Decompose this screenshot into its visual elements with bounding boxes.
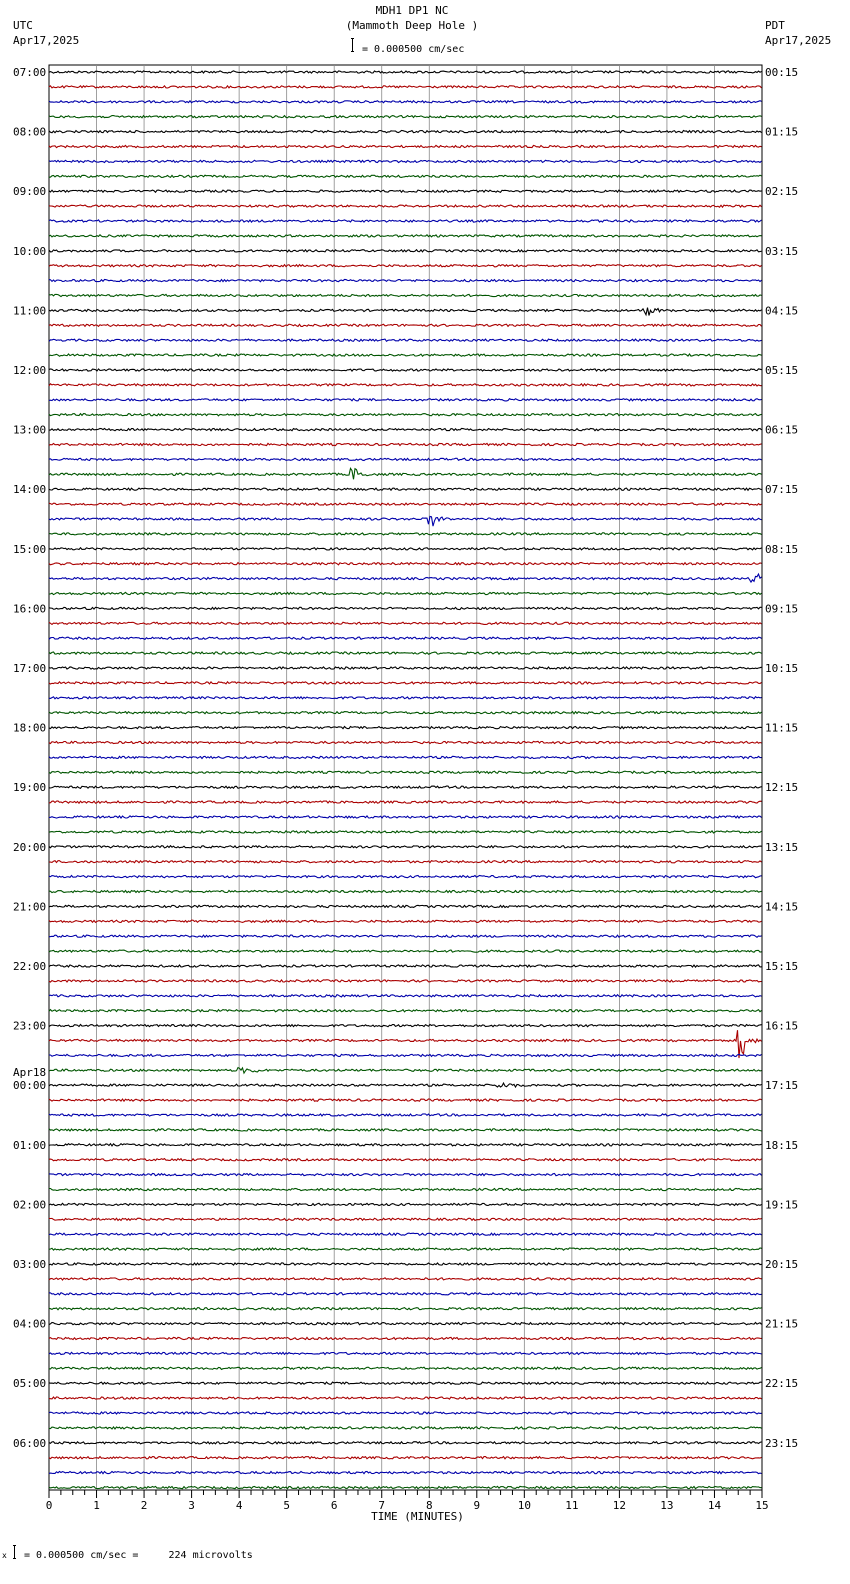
pdt-hour-label: 03:15 bbox=[765, 244, 799, 258]
seismic-trace bbox=[49, 354, 762, 356]
seismic-trace bbox=[49, 950, 762, 952]
seismic-trace bbox=[49, 756, 762, 758]
seismic-trace bbox=[49, 399, 762, 401]
x-tick-label: 11 bbox=[565, 1499, 579, 1512]
utc-hour-label: 08:00 bbox=[13, 125, 47, 139]
footer-marker: x bbox=[2, 1551, 7, 1560]
pdt-hour-label: 07:15 bbox=[765, 483, 799, 497]
seismic-trace bbox=[49, 1486, 762, 1488]
right-timezone: PDT bbox=[765, 19, 785, 32]
utc-hour-label: 02:00 bbox=[13, 1198, 47, 1212]
seismic-trace bbox=[49, 384, 762, 386]
seismic-trace bbox=[49, 607, 762, 609]
pdt-hour-label: 10:15 bbox=[765, 662, 799, 675]
seismic-trace bbox=[49, 622, 762, 624]
seismic-trace bbox=[49, 1144, 762, 1146]
utc-hour-label: 18:00 bbox=[13, 721, 47, 735]
utc-hour-label: 21:00 bbox=[13, 900, 47, 914]
x-tick-label: 5 bbox=[283, 1499, 290, 1512]
seismic-trace bbox=[49, 488, 762, 490]
pdt-hour-label: 00:15 bbox=[765, 66, 799, 79]
seismic-trace bbox=[49, 1293, 762, 1295]
seismic-trace bbox=[49, 250, 762, 252]
seismic-trace bbox=[49, 712, 762, 714]
seismic-trace bbox=[49, 980, 762, 982]
pdt-hour-label: 05:15 bbox=[765, 364, 799, 377]
pdt-hour-label: 22:15 bbox=[765, 1377, 799, 1391]
utc-hour-label: 06:00 bbox=[13, 1436, 47, 1450]
seismic-trace bbox=[49, 429, 762, 431]
x-tick-label: 12 bbox=[612, 1499, 627, 1512]
x-tick-label: 0 bbox=[45, 1499, 53, 1512]
seismic-trace bbox=[49, 175, 762, 177]
seismic-trace bbox=[49, 667, 762, 669]
x-tick-label: 6 bbox=[330, 1499, 338, 1512]
pdt-hour-label: 02:15 bbox=[765, 185, 799, 199]
seismic-trace bbox=[49, 1054, 762, 1056]
utc-hour-label: 12:00 bbox=[13, 364, 47, 377]
utc-hour-label: 14:00 bbox=[13, 483, 47, 497]
seismic-trace bbox=[49, 876, 762, 878]
seismic-trace bbox=[49, 1203, 762, 1205]
seismic-trace bbox=[49, 265, 762, 267]
seismic-trace bbox=[49, 890, 762, 892]
x-tick-label: 1 bbox=[93, 1499, 100, 1512]
seismic-trace bbox=[49, 905, 762, 907]
seismic-trace bbox=[49, 324, 762, 326]
seismic-trace bbox=[49, 1278, 762, 1280]
seismic-trace bbox=[49, 1382, 762, 1384]
footer-calibration: = 0.000500 cm/sec = 224 microvolts bbox=[24, 1550, 253, 1561]
seismic-trace bbox=[49, 1174, 762, 1176]
seismic-trace bbox=[49, 1263, 762, 1265]
pdt-hour-label: 14:15 bbox=[765, 900, 799, 914]
seismic-trace bbox=[49, 727, 762, 729]
seismic-trace bbox=[49, 516, 762, 526]
x-tick-label: 10 bbox=[517, 1499, 531, 1512]
utc-hour-label: 09:00 bbox=[13, 185, 47, 199]
seismic-trace bbox=[49, 861, 762, 863]
x-axis-label: TIME (MINUTES) bbox=[371, 1510, 464, 1523]
utc-hour-label: 23:00 bbox=[13, 1019, 47, 1033]
seismic-trace bbox=[49, 920, 762, 922]
seismic-trace bbox=[49, 1472, 762, 1474]
seismic-trace bbox=[49, 1025, 762, 1027]
seismic-trace bbox=[49, 1248, 762, 1250]
x-tick-label: 7 bbox=[378, 1499, 386, 1512]
seismic-trace bbox=[49, 682, 762, 684]
pdt-hour-label: 21:15 bbox=[765, 1317, 799, 1331]
seismic-trace bbox=[49, 652, 762, 654]
seismic-trace bbox=[49, 294, 762, 296]
utc-hour-label: 01:00 bbox=[13, 1138, 47, 1152]
pdt-hour-label: 06:15 bbox=[765, 423, 799, 437]
scale-text: = 0.000500 cm/sec bbox=[362, 44, 465, 55]
utc-hour-label: 03:00 bbox=[13, 1258, 47, 1271]
seismic-trace bbox=[49, 414, 762, 416]
seismic-trace bbox=[49, 458, 762, 460]
pdt-hour-label: 19:15 bbox=[765, 1198, 799, 1212]
pdt-hour-label: 08:15 bbox=[765, 542, 799, 556]
pdt-hour-label: 15:15 bbox=[765, 960, 799, 973]
pdt-hour-label: 09:15 bbox=[765, 602, 799, 616]
seismic-trace bbox=[49, 741, 762, 743]
utc-hour-label: 05:00 bbox=[13, 1377, 47, 1391]
utc-hour-label: 04:00 bbox=[13, 1317, 47, 1331]
right-date: Apr17,2025 bbox=[765, 34, 832, 47]
seismic-trace bbox=[49, 220, 762, 222]
seismic-trace bbox=[49, 1397, 762, 1399]
seismic-trace bbox=[49, 563, 762, 565]
seismic-trace bbox=[49, 1218, 762, 1220]
seismic-trace bbox=[49, 1030, 762, 1058]
pdt-hour-label: 23:15 bbox=[765, 1436, 799, 1450]
seismic-trace bbox=[49, 1352, 762, 1354]
utc-hour-label: 10:00 bbox=[13, 244, 47, 258]
utc-hour-label: 17:00 bbox=[13, 662, 47, 675]
seismic-trace bbox=[49, 503, 762, 505]
left-timezone: UTC bbox=[13, 19, 33, 32]
seismic-trace bbox=[49, 548, 762, 550]
utc-hour-label: 16:00 bbox=[13, 602, 47, 616]
seismic-trace bbox=[49, 697, 762, 699]
utc-hour-label: 22:00 bbox=[13, 960, 47, 973]
utc-hour-label: 19:00 bbox=[13, 781, 47, 795]
seismic-trace bbox=[49, 1457, 762, 1459]
seismic-trace bbox=[49, 369, 762, 371]
seismic-trace bbox=[49, 131, 762, 133]
seismic-trace bbox=[49, 145, 762, 147]
seismic-trace bbox=[49, 637, 762, 639]
date-change-label: Apr18 bbox=[13, 1066, 47, 1080]
seismic-trace bbox=[49, 1427, 762, 1429]
seismic-trace bbox=[49, 533, 762, 535]
seismic-trace bbox=[49, 1129, 762, 1131]
seismic-trace bbox=[49, 801, 762, 803]
seismic-trace bbox=[49, 831, 762, 833]
seismic-trace bbox=[49, 574, 762, 582]
seismic-trace bbox=[49, 965, 762, 967]
seismic-trace bbox=[49, 339, 762, 341]
seismic-trace bbox=[49, 1412, 762, 1414]
seismic-trace bbox=[49, 116, 762, 118]
seismic-trace bbox=[49, 101, 762, 103]
seismic-trace bbox=[49, 1114, 762, 1116]
pdt-hour-label: 04:15 bbox=[765, 304, 799, 318]
pdt-hour-label: 18:15 bbox=[765, 1138, 799, 1152]
seismic-trace bbox=[49, 1083, 762, 1087]
utc-hour-label: 15:00 bbox=[13, 542, 47, 556]
pdt-hour-label: 12:15 bbox=[765, 781, 799, 795]
seismic-trace bbox=[49, 71, 762, 73]
left-date: Apr17,2025 bbox=[13, 34, 80, 47]
seismic-trace bbox=[49, 308, 762, 316]
x-tick-label: 15 bbox=[755, 1499, 769, 1512]
seismic-trace bbox=[49, 935, 762, 937]
seismic-trace bbox=[49, 468, 762, 479]
seismic-trace bbox=[49, 1188, 762, 1190]
seismic-trace bbox=[49, 1159, 762, 1161]
seismic-trace bbox=[49, 995, 762, 997]
pdt-hour-label: 16:15 bbox=[765, 1019, 799, 1033]
seismic-trace bbox=[49, 1367, 762, 1369]
seismic-trace bbox=[49, 443, 762, 445]
x-tick-label: 14 bbox=[707, 1499, 722, 1512]
seismic-trace bbox=[49, 235, 762, 237]
x-tick-label: 13 bbox=[660, 1499, 674, 1512]
utc-hour-label: 13:00 bbox=[13, 423, 47, 437]
utc-hour-label: 07:00 bbox=[13, 66, 47, 79]
pdt-hour-label: 11:15 bbox=[765, 721, 799, 735]
x-tick-label: 4 bbox=[235, 1499, 243, 1512]
seismic-trace bbox=[49, 205, 762, 207]
seismic-trace bbox=[49, 1323, 762, 1325]
utc-hour-label: 20:00 bbox=[13, 840, 47, 854]
pdt-hour-label: 01:15 bbox=[765, 125, 799, 139]
utc-hour-label: 11:00 bbox=[13, 304, 47, 318]
seismic-trace bbox=[49, 280, 762, 282]
pdt-hour-label: 13:15 bbox=[765, 840, 799, 854]
seismic-trace bbox=[49, 846, 762, 848]
pdt-hour-label: 20:15 bbox=[765, 1258, 799, 1271]
x-tick-label: 8 bbox=[425, 1499, 433, 1512]
station-title: MDH1 DP1 NC bbox=[375, 4, 449, 17]
plot-frame bbox=[49, 65, 762, 1490]
seismic-trace bbox=[49, 816, 762, 818]
seismic-trace bbox=[49, 1442, 762, 1444]
seismic-trace bbox=[49, 190, 762, 192]
utc-hour-label: 00:00 bbox=[13, 1079, 47, 1093]
pdt-hour-label: 17:15 bbox=[765, 1079, 799, 1093]
seismic-trace bbox=[49, 592, 762, 594]
seismic-trace bbox=[49, 160, 762, 162]
seismic-trace bbox=[49, 1308, 762, 1310]
seismic-trace bbox=[49, 1233, 762, 1235]
x-tick-label: 9 bbox=[473, 1499, 481, 1512]
seismic-trace bbox=[49, 1010, 762, 1012]
station-location: (Mammoth Deep Hole ) bbox=[345, 19, 479, 32]
x-tick-label: 3 bbox=[188, 1499, 195, 1512]
seismic-trace bbox=[49, 86, 762, 88]
seismic-trace bbox=[49, 1337, 762, 1339]
footer-scale-icon bbox=[13, 1545, 16, 1559]
seismic-trace bbox=[49, 1068, 762, 1074]
seismic-trace bbox=[49, 786, 762, 788]
x-tick-label: 2 bbox=[140, 1499, 148, 1512]
seismic-trace bbox=[49, 771, 762, 773]
seismic-trace bbox=[49, 1099, 762, 1101]
